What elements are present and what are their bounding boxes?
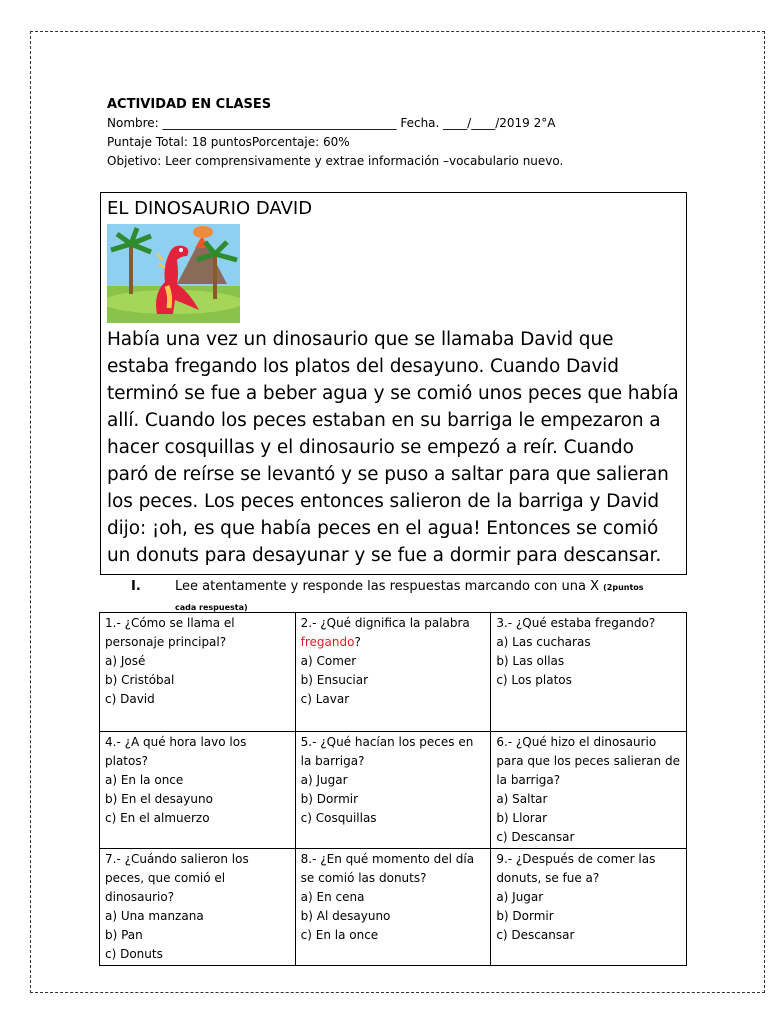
question-text: 1.- ¿Cómo se llama el personaje principal?: [105, 616, 235, 649]
objective-line: Objetivo: Leer comprensivamente y extrae información –vocabulario nuevo.: [107, 154, 564, 168]
points-note-continued: cada respuesta): [175, 603, 248, 612]
question-text: 7.- ¿Cuándo salieron los peces, que comió el dinosaurio?: [105, 852, 249, 904]
question-text: 2.- ¿Qué dignifica la palabra fregando?: [300, 616, 470, 649]
story-box: [100, 192, 687, 575]
highlighted-word: fregando: [300, 635, 355, 649]
question-cell: [295, 613, 491, 732]
activity-title: ACTIVIDAD EN CLASES: [107, 97, 272, 112]
option-c[interactable]: c) Cosquillas: [300, 811, 377, 825]
option-c[interactable]: c) En el almuerzo: [105, 811, 210, 825]
option-b[interactable]: b) Dormir: [496, 909, 554, 923]
option-a[interactable]: a) Jugar: [496, 890, 544, 904]
option-a[interactable]: a) En cena: [300, 890, 365, 904]
option-b[interactable]: b) Dormir: [300, 792, 359, 806]
option-b[interactable]: b) Cristóbal: [105, 673, 175, 687]
option-c[interactable]: c) Donuts: [105, 947, 163, 961]
question-cell: [491, 849, 687, 966]
question-cell: [295, 849, 491, 966]
story-text: Había una vez un dinosaurio que se llamaba David que estaba fregando los platos del desayuno. Cuando David terminó se fue a beber agua y se comió unos peces que había allí. Cuando los peces estaban en su barriga le empezaron a hacer cosquillas y el dinosaurio se empezó a reír. Cuando paró de reírse se levantó y se puso a saltar para que salieran los peces. Los peces entonces salieron de la barriga y David dijo: ¡oh, es que había peces en el agua! Entonces se comió un donuts para desayunar y se fue a dormir para descansar.: [107, 329, 679, 566]
question-cell: [491, 613, 687, 732]
score-line: Puntaje Total: 18 puntosPorcentaje: 60%: [107, 135, 350, 149]
option-c[interactable]: c) Lavar: [300, 692, 350, 706]
question-cell: [295, 732, 491, 849]
option-b[interactable]: b) Pan: [105, 928, 143, 942]
option-b[interactable]: b) Las ollas: [496, 654, 565, 668]
questions-table: [99, 612, 687, 966]
option-b[interactable]: b) Llorar: [496, 811, 548, 825]
name-date-line: Nombre: _______________________________________ Fecha. ____/____/2019 2°A: [107, 116, 556, 130]
question-text: 8.- ¿En qué momento del día se comió las donuts?: [300, 852, 475, 885]
option-a[interactable]: a) Comer: [300, 654, 357, 668]
option-a[interactable]: a) Las cucharas: [496, 635, 591, 649]
option-c[interactable]: c) Descansar: [496, 830, 575, 844]
question-text: 6.- ¿Qué hizo el dinosaurio para que los peces salieran de la barriga?: [496, 735, 680, 787]
dinosaur-illustration: [107, 224, 240, 323]
instructions-text: Lee atentamente y responde las respuestas marcando con una X: [175, 579, 599, 594]
question-text: 9.- ¿Después de comer las donuts, se fue a?: [496, 852, 656, 885]
option-a[interactable]: a) Saltar: [496, 792, 548, 806]
question-text: 5.- ¿Qué hacían los peces en la barriga?: [300, 735, 474, 768]
question-cell: [100, 613, 296, 732]
option-c[interactable]: c) En la once: [300, 928, 379, 942]
question-cell: [100, 849, 296, 966]
option-c[interactable]: c) Descansar: [496, 928, 575, 942]
worksheet-header: [107, 95, 667, 171]
option-b[interactable]: b) Al desayuno: [300, 909, 391, 923]
option-c[interactable]: c) Los platos: [496, 673, 572, 687]
option-a[interactable]: a) Una manzana: [105, 909, 204, 923]
option-a[interactable]: a) José: [105, 654, 146, 668]
option-a[interactable]: a) Jugar: [300, 773, 348, 787]
question-text: 4.- ¿A qué hora lavo los platos?: [105, 735, 247, 768]
question-text: 3.- ¿Qué estaba fregando?: [496, 616, 656, 630]
question-cell: [491, 732, 687, 849]
option-a[interactable]: a) En la once: [105, 773, 184, 787]
option-c[interactable]: c) David: [105, 692, 155, 706]
option-b[interactable]: b) Ensuciar: [300, 673, 369, 687]
points-note: (2puntos: [603, 583, 644, 592]
story-title: EL DINOSAURIO DAVID: [107, 198, 313, 219]
question-cell: [100, 732, 296, 849]
option-b[interactable]: b) En el desayuno: [105, 792, 213, 806]
section-number: I.: [131, 579, 141, 594]
